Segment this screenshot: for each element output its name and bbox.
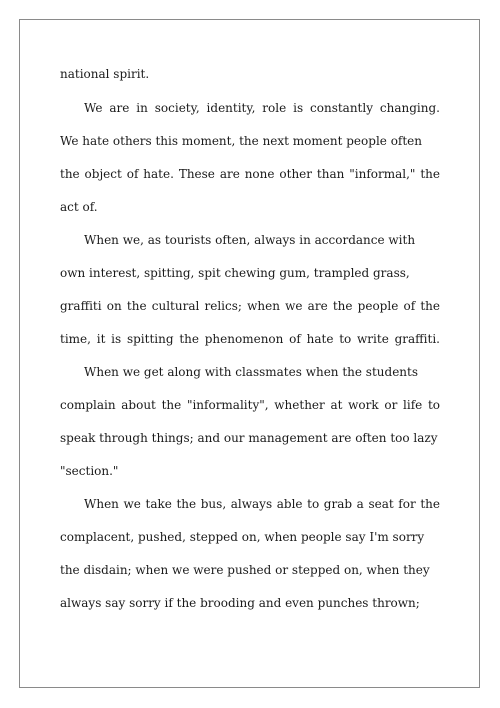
text-line: speak through things; and our management are often too lazy	[60, 431, 438, 445]
text-line: national spirit.	[60, 67, 150, 81]
paragraph-first-line: We are in society, identity, role is constantly changing.	[84, 101, 440, 115]
text-line: complacent, pushed, stepped on, when people say I'm sorry	[60, 530, 425, 544]
text-line: own interest, spitting, spit chewing gum, trampled grass,	[60, 266, 410, 280]
text-line: complain about the "informality", whether at work or life to	[60, 398, 440, 412]
text-line: time, it is spitting the phenomenon of hate to write graffiti.	[60, 332, 440, 346]
paragraph-first-line: When we take the bus, always able to grab a seat for the	[84, 497, 440, 511]
paragraph-first-line: When we, as tourists often, always in accordance with	[84, 233, 416, 247]
text-line: act of.	[60, 200, 98, 214]
text-line: We hate others this moment, the next moment people often	[60, 134, 423, 148]
text-line: the object of hate. These are none other than "informal," the	[60, 167, 440, 181]
text-line: the disdain; when we were pushed or stepped on, when they	[60, 563, 430, 577]
text-line: "section."	[60, 464, 119, 478]
text-line: always say sorry if the brooding and even punches thrown;	[60, 596, 420, 610]
paragraph-first-line: When we get along with classmates when the students	[84, 365, 419, 379]
text-line: graffiti on the cultural relics; when we are the people of the	[60, 299, 440, 313]
